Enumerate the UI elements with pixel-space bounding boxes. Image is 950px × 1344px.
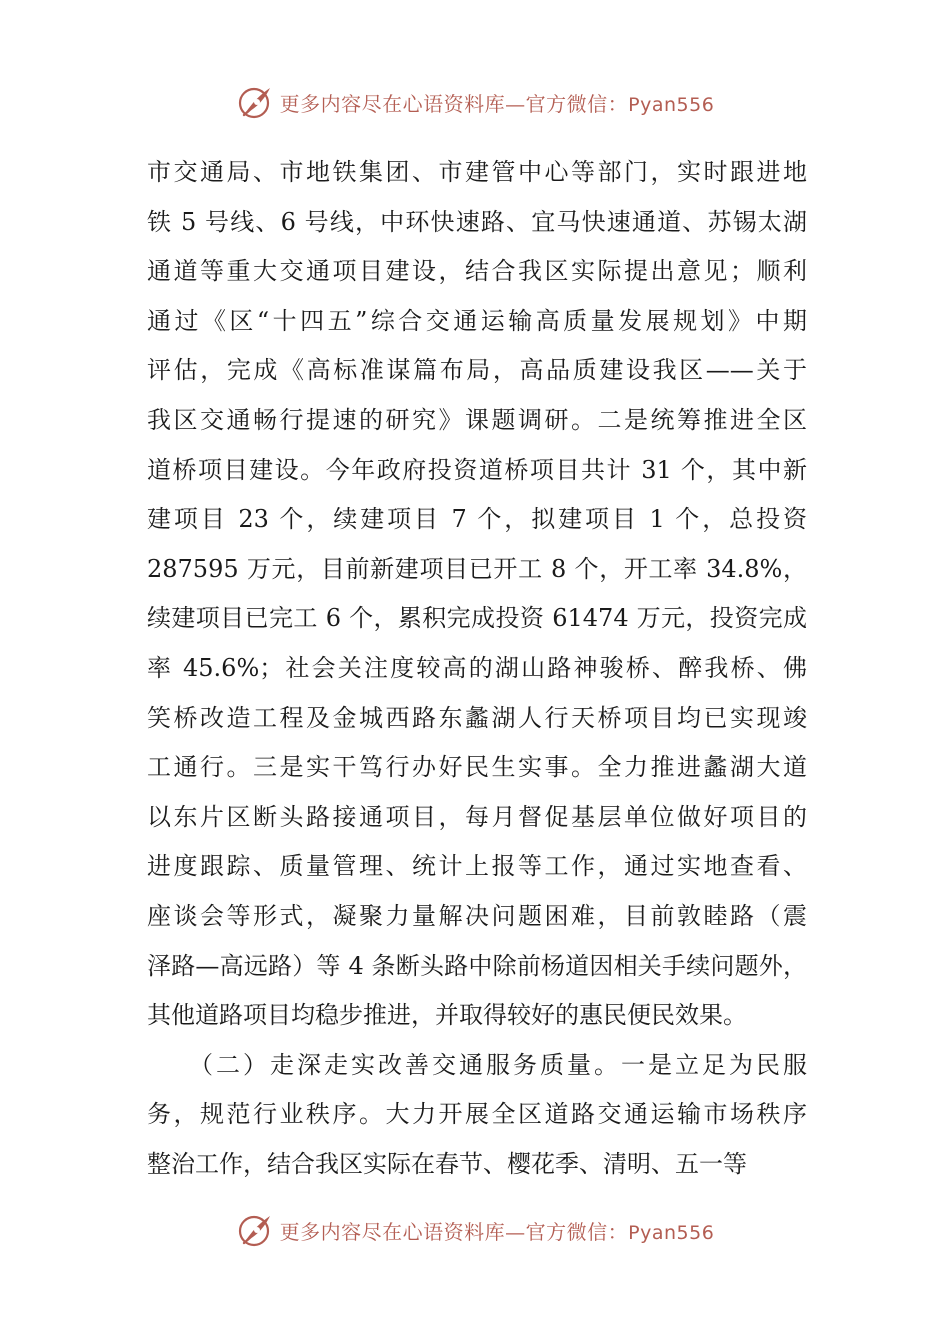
text-line: 评估，完成《高标准谋篇布局，高品质建设我区——关于 <box>147 356 807 385</box>
text-line: 建项目 23 个，续建项目 7 个，拟建项目 1 个，总投资 <box>147 505 807 534</box>
watermark-handle: Pyan556 <box>628 93 715 116</box>
text-line: 整治工作，结合我区实际在春节、樱花季、清明、五一等 <box>147 1149 747 1178</box>
text-line: 我区交通畅行提速的研究》课题调研。二是统筹推进全区 <box>147 405 807 434</box>
watermark-text: 更多内容尽在心语资料库—官方微信：Pyan556 <box>279 1219 715 1244</box>
text-line: 进度跟踪、质量管理、统计上报等工作，通过实地查看、 <box>147 852 807 881</box>
watermark-text: 更多内容尽在心语资料库—官方微信：Pyan556 <box>279 91 715 116</box>
text-line: 续建项目已完工 6 个，累积完成投资 61474 万元，投资完成 <box>147 604 807 633</box>
text-line: 笑桥改造工程及金城西路东蠡湖人行天桥项目均已实现竣 <box>147 703 807 732</box>
text-line: 通道等重大交通项目建设，结合我区实际提出意见；顺利 <box>147 257 807 286</box>
text-line: 铁 5 号线、6 号线，中环快速路、宜马快速通道、苏锡太湖 <box>147 207 807 236</box>
quill-logo-icon <box>236 82 276 122</box>
text-line: 287595 万元，目前新建项目已开工 8 个，开工率 34.8%， <box>147 554 807 583</box>
document-body <box>147 148 807 1189</box>
text-line: 工通行。三是实干笃行办好民生实事。全力推进蠡湖大道 <box>147 753 807 782</box>
text-line: 道桥项目建设。今年政府投资道桥项目共计 31 个，其中新 <box>147 455 807 484</box>
watermark-handle: Pyan556 <box>628 1221 715 1244</box>
text-line: 市交通局、市地铁集团、市建管中心等部门，实时跟进地 <box>147 158 807 186</box>
quill-logo-icon <box>236 1210 276 1250</box>
text-line: 其他道路项目均稳步推进，并取得较好的惠民便民效果。 <box>147 1001 747 1030</box>
text-line: 座谈会等形式，凝聚力量解决问题困难，目前敦睦路（震 <box>147 901 807 930</box>
header-watermark <box>0 82 950 122</box>
text-line: （二）走深走实改善交通服务质量。一是立足为民服 <box>147 1050 807 1079</box>
text-line: 务，规范行业秩序。大力开展全区道路交通运输市场秩序 <box>147 1100 807 1129</box>
footer-watermark <box>0 1210 950 1250</box>
text-line: 率 45.6%；社会关注度较高的湖山路神骏桥、醉我桥、佛 <box>147 653 807 682</box>
text-line: 泽路—高远路）等 4 条断头路中除前杨道因相关手续问题外， <box>147 951 807 980</box>
text-line: 通过《区“十四五”综合交通运输高质量发展规划》中期 <box>147 306 807 335</box>
text-line: 以东片区断头路接通项目，每月督促基层单位做好项目的 <box>147 802 807 831</box>
